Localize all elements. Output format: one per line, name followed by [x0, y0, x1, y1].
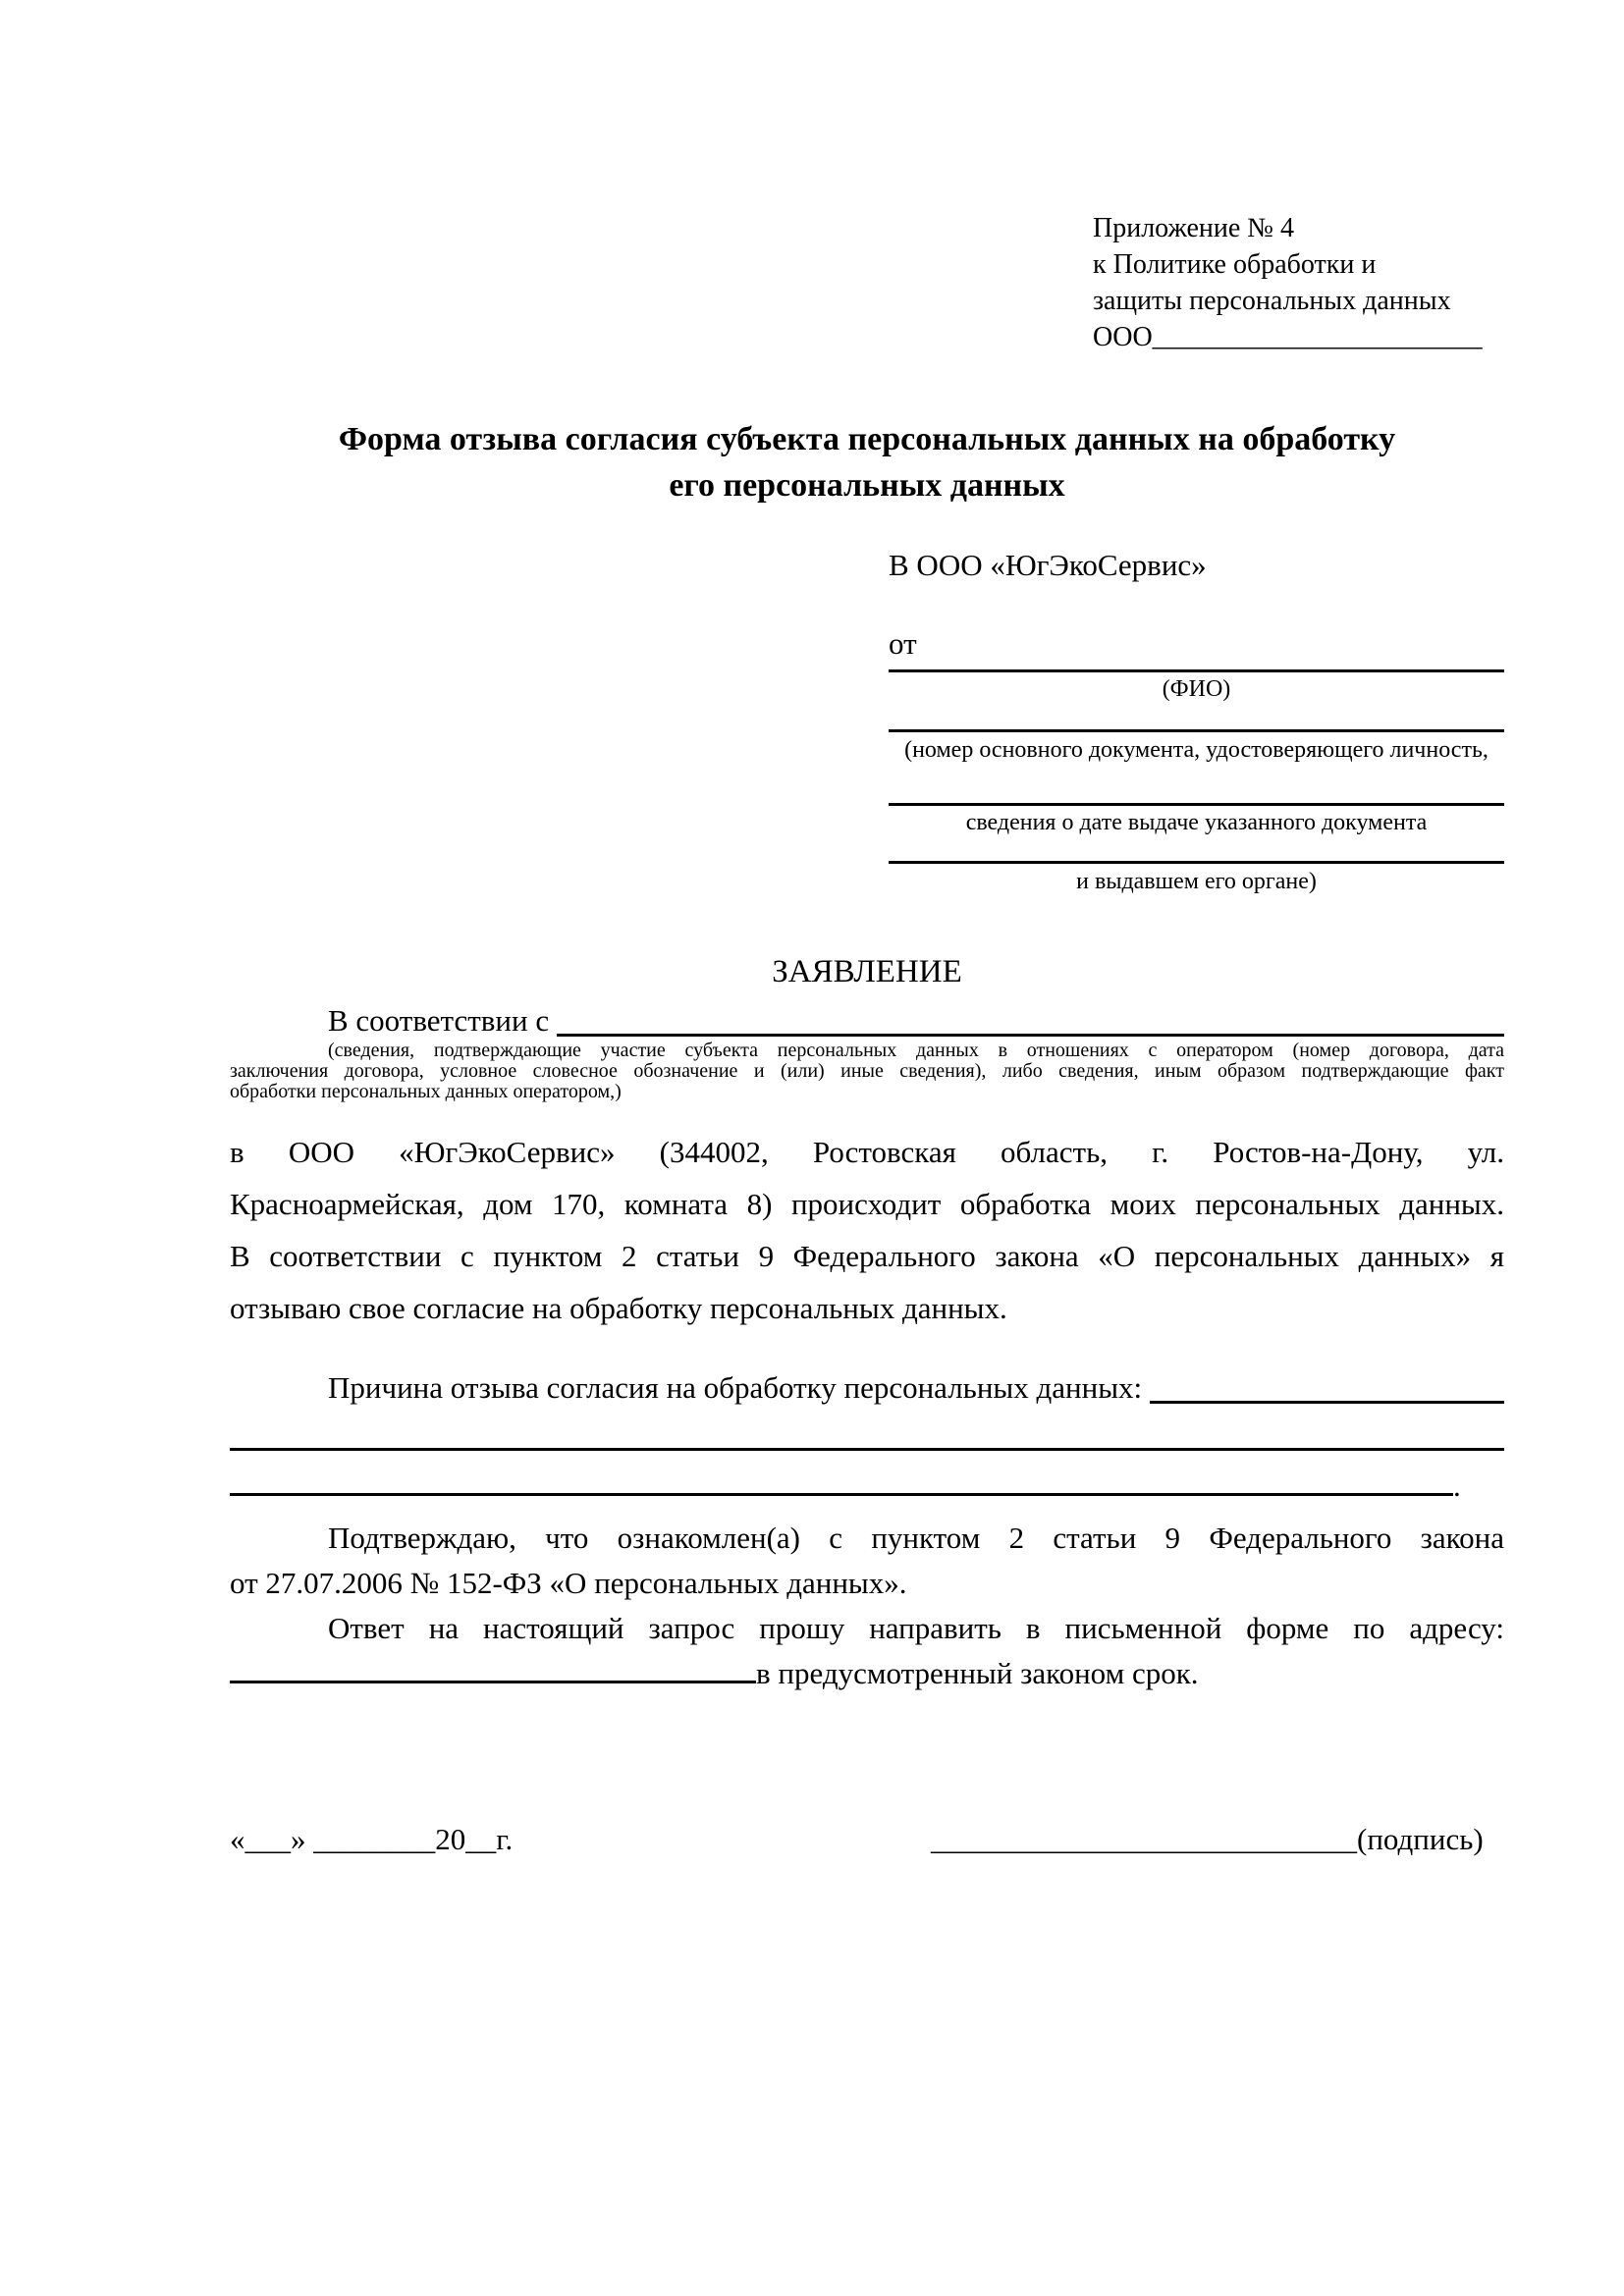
signature-blank-line[interactable]: ____________________________(подпись) — [931, 1822, 1484, 1856]
reason-prefix: Причина отзыва согласия на обработку персональных данных: — [328, 1370, 1143, 1405]
body-paragraph-line: В соответствии с пунктом 2 статьи 9 Федерального закона «О персональных данных» я — [230, 1239, 1504, 1273]
document-title — [230, 416, 1504, 508]
header-note-line: Приложение № 4 — [1093, 213, 1294, 243]
body-paragraph-line: отзываю свое согласие на обработку персональных данных. — [230, 1291, 1007, 1325]
issuing-authority-caption: и выдавшем его органе) — [1076, 869, 1317, 894]
document-number-caption: (номер основного документа, удостоверяющего личность, — [904, 737, 1489, 763]
confirm-paragraph-line: от 27.07.2006 № 152-ФЗ «О персональных данных». — [230, 1566, 907, 1600]
body-paragraph-line: Красноармейская, дом 170, комната 8) происходит обработка моих персональных данных. — [230, 1187, 1504, 1221]
accordance-row — [230, 1003, 1504, 1042]
reason-blank-line[interactable] — [1150, 1370, 1504, 1404]
reason-blank-line-3-rule[interactable] — [230, 1493, 1453, 1496]
header-note-company-blank[interactable]: ООО________________________ — [1093, 322, 1483, 352]
header-note-line: к Политике обработки и — [1093, 249, 1377, 280]
issuing-authority-blank-line[interactable] — [889, 861, 1504, 864]
issue-date-blank-line[interactable] — [889, 803, 1504, 806]
reason-row — [230, 1370, 1504, 1410]
document-number-blank-line[interactable] — [889, 729, 1504, 732]
reply-address-row — [230, 1651, 1504, 1696]
small-note — [230, 1041, 1504, 1102]
body-paragraph-line: в ООО «ЮгЭкоСервис» (344002, Ростовская область, г. Ростов-на-Дону, ул. — [230, 1135, 1504, 1169]
reply-paragraph-tail: в предусмотренный законом срок. — [756, 1656, 1199, 1690]
fio-blank-line[interactable] — [889, 669, 1504, 672]
accordance-prefix: В соответствии с — [328, 1003, 550, 1038]
issue-date-caption: сведения о дате выдаче указанного документа — [965, 810, 1428, 835]
recipient-line: В ООО «ЮгЭкоСервис» — [889, 548, 1207, 582]
reply-paragraph — [230, 1606, 1504, 1696]
confirm-paragraph-line: Подтверждаю, что ознакомлен(а) с пунктом 2 статьи 9 Федерального закона — [328, 1521, 1504, 1555]
reason-period: . — [1453, 1468, 1461, 1503]
reason-blank-line-3[interactable] — [230, 1468, 1504, 1504]
accordance-blank-line[interactable] — [557, 1003, 1504, 1037]
header-note-line: защиты персональных данных — [1093, 286, 1451, 316]
reason-blank-line-2[interactable] — [230, 1448, 1504, 1451]
fio-caption: (ФИО) — [1162, 676, 1231, 702]
confirm-paragraph — [230, 1516, 1504, 1606]
date-blank-line[interactable]: «___» ________20__г. — [230, 1822, 514, 1856]
small-note-line: обработки персональных данных оператором,) — [230, 1081, 622, 1102]
statement-heading: ЗАЯВЛЕНИЕ — [772, 954, 962, 989]
document-title-line: Форма отзыва согласия субъекта персональных данных на обработку — [338, 421, 1396, 457]
document-title-line: его персональных данных — [669, 467, 1065, 504]
small-note-line: заключения договора, условное словесное обозначение и (или) иные сведения), либо сведения, иным образом подтверждающие факт — [230, 1060, 1504, 1082]
small-note-line: (сведения, подтверждающие участие субъекта персональных данных в отношениях с оператором (номер договора, дата — [328, 1040, 1504, 1061]
body-paragraph — [230, 1126, 1504, 1334]
reply-paragraph-line: Ответ на настоящий запрос прошу направить в письменной форме по адресу: — [328, 1611, 1504, 1645]
from-label: от — [889, 626, 917, 661]
reply-address-blank-line[interactable] — [230, 1681, 756, 1683]
header-note — [1093, 210, 1515, 355]
